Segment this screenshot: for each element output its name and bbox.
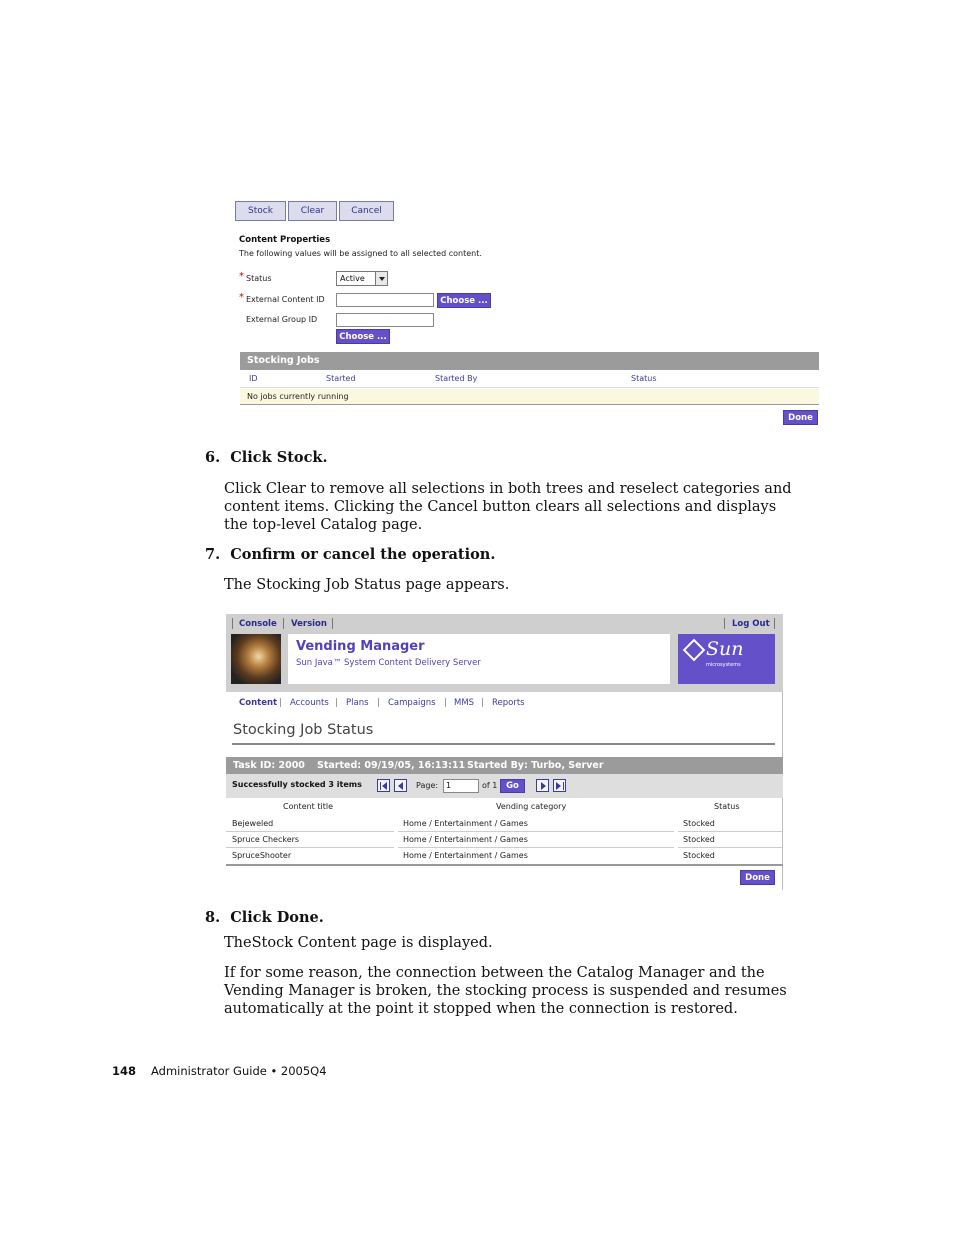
stock-content-screenshot [234,200,820,428]
title-box [288,634,670,684]
nav-separator: | [279,698,282,708]
col-id[interactable]: ID [249,374,258,383]
next-page-icon[interactable] [536,779,549,792]
nav-content[interactable]: Content [239,698,278,708]
divider [774,618,775,629]
page-number: 148 [112,1064,137,1078]
first-page-icon[interactable] [377,779,390,792]
divider [226,864,783,866]
cell-category: Home / Entertainment / Games [403,835,528,844]
step-7-number: 7. [205,546,221,563]
step-7-text: The Stocking Job Status page appears. [224,577,510,593]
cell-status: Stocked [683,835,715,844]
nav-separator: | [377,698,380,708]
table-row [226,832,783,848]
step-6 [205,449,328,466]
content-properties-description: The following values will be assigned to all selected content. [239,249,482,258]
nav-separator: | [335,698,338,708]
status-label: Status [246,274,272,283]
external-content-id-input[interactable] [336,293,434,307]
divider [724,618,725,629]
step-6-title: Click Stock. [230,449,328,466]
table-row [226,816,783,832]
stocking-jobs-header: Stocking Jobs [240,352,819,370]
app-subtitle: Sun Java™ System Content Delivery Server [296,658,481,668]
nav-reports[interactable]: Reports [492,698,525,708]
task-id: Task ID: 2000 [233,760,305,771]
page-title: Stocking Job Status [233,722,374,738]
step-6-text: Click Clear to remove all selections in both trees and reselect categories and content items. Clicking the Cancel button clears all selections and displays the top-level Catalog page. [224,481,792,533]
required-marker: * [239,292,244,303]
prev-page-icon[interactable] [394,779,407,792]
divider [232,618,233,629]
divider [232,743,775,745]
content-properties-title: Content Properties [239,235,331,245]
nav-campaigns[interactable]: Campaigns [388,698,436,708]
col-started[interactable]: Started [326,374,356,383]
product-photo [231,634,281,684]
chevron-down-icon[interactable] [375,272,387,285]
app-title: Vending Manager [296,639,425,654]
task-started: Started: 09/19/05, 16:13:11 [317,760,466,771]
stocking-job-status-screenshot [226,614,783,890]
nav-separator: | [481,698,484,708]
step-7 [205,546,495,563]
col-status[interactable]: Status [714,802,740,811]
empty-jobs-message: No jobs currently running [240,389,819,405]
task-started-by: Started By: Turbo, Server [467,760,604,771]
nav-mms[interactable]: MMS [454,698,475,708]
logout-link[interactable]: Log Out [732,619,770,629]
external-content-id-label: External Content ID [246,295,325,304]
choose-content-id-button[interactable]: Choose ... [437,293,491,308]
col-started-by[interactable]: Started By [435,374,478,383]
step-8-text-1: TheStock Content page is displayed. [224,935,493,951]
page-input[interactable]: 1 [443,779,479,793]
last-page-icon[interactable] [553,779,566,792]
cancel-button[interactable]: Cancel [339,201,394,221]
external-group-id-input[interactable] [336,313,434,327]
required-marker: * [239,271,244,282]
done-button[interactable]: Done [740,870,775,885]
step-6-number: 6. [205,449,221,466]
stock-button[interactable]: Stock [235,201,286,221]
external-group-id-label: External Group ID [246,315,318,324]
status-select[interactable] [336,271,388,286]
step-8 [205,909,324,926]
nav-separator: | [444,698,447,708]
clear-button[interactable]: Clear [288,201,337,221]
go-button[interactable]: Go [500,779,525,793]
col-content-title[interactable]: Content title [283,802,333,811]
status-select-value: Active [340,274,365,283]
cell-title: SpruceShooter [232,851,292,860]
console-link[interactable]: Console [239,619,277,629]
cell-category: Home / Entertainment / Games [403,819,528,828]
page-of-label: of 1 [482,781,498,790]
nav-plans[interactable]: Plans [346,698,369,708]
cell-status: Stocked [683,819,715,828]
cell-category: Home / Entertainment / Games [403,851,528,860]
status-message: Successfully stocked 3 items [232,780,362,789]
divider [283,618,284,629]
table-row [226,848,783,864]
cell-status: Stocked [683,851,715,860]
step-8-text-2: If for some reason, the connection between the Catalog Manager and the Vending Manager is broken, the stocking process is suspended and resumes automatically at the point it stopped when the connection is restored. [224,965,787,1017]
page-label: Page: [416,781,439,790]
sun-logo-text: Sun [706,638,744,660]
masthead [226,614,783,692]
version-link[interactable]: Version [291,619,327,629]
sun-diamond-icon [683,639,706,662]
task-info-bar [226,757,783,774]
step-8-number: 8. [205,909,221,926]
done-button[interactable]: Done [783,410,818,425]
col-status[interactable]: Status [631,374,657,383]
step-8-title: Click Done. [230,909,324,926]
sun-logo-icon [678,634,775,684]
nav-accounts[interactable]: Accounts [290,698,329,708]
step-7-title: Confirm or cancel the operation. [230,546,496,563]
sun-logo-small-text: microsystems [706,662,741,668]
divider [240,387,819,388]
footer-text: Administrator Guide • 2005Q4 [151,1064,327,1078]
cell-title: Bejeweled [232,819,274,828]
divider [332,618,333,629]
col-vending-category[interactable]: Vending category [496,802,567,811]
pager-bar [226,774,783,798]
choose-group-id-button[interactable]: Choose ... [336,329,390,344]
cell-title: Spruce Checkers [232,835,300,844]
